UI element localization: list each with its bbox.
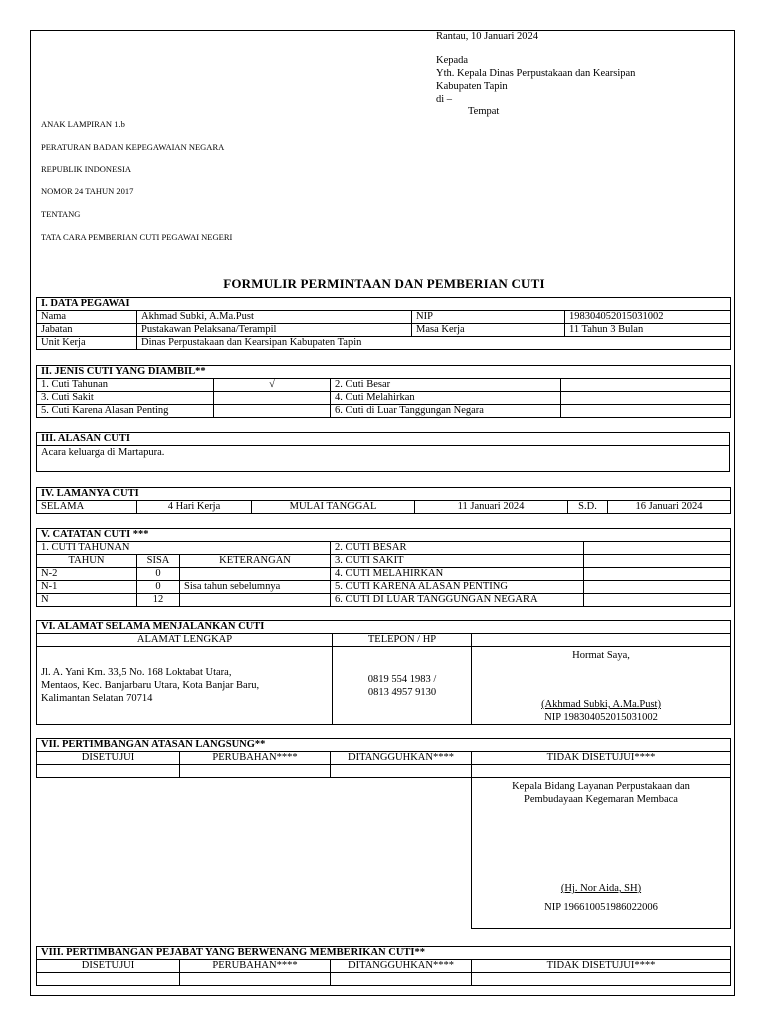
supervisor-signature-cell: [472, 778, 731, 929]
row-keterangan: [180, 568, 331, 581]
blank-cell: [180, 765, 331, 778]
col-keterangan: KETERANGAN: [180, 555, 331, 568]
leave-type-4: 4. Cuti Melahirkan: [331, 392, 561, 405]
note-cuti-tahunan: 1. CUTI TAHUNAN: [37, 542, 331, 555]
section-title: I. DATA PEGAWAI: [37, 298, 731, 311]
note-cuti-luar-tanggungan-value: [584, 594, 731, 607]
address-cell: [37, 647, 333, 725]
supervisor-position-line1: Kepala Bidang Layanan Perpustakaan dan: [512, 781, 690, 792]
row-sisa: 0: [137, 581, 180, 594]
col-tidak-disetujui: TIDAK DISETUJUI****: [472, 752, 731, 765]
value-unit-kerja: Dinas Perpustakaan dan Kearsipan Kabupaten Tapin: [137, 337, 731, 350]
col-ditangguhkan: DITANGGUHKAN****: [331, 960, 472, 973]
note-cuti-besar-value: [584, 542, 731, 555]
section-alasan-cuti: [36, 432, 730, 472]
section-data-pegawai: [36, 297, 731, 350]
section-title: IV. LAMANYA CUTI: [37, 488, 731, 501]
address-line2: Mentaos, Kec. Banjarbaru Utara, Kota Banjar Baru,: [41, 680, 260, 691]
row-tahun: N-1: [37, 581, 137, 594]
col-tahun: TAHUN: [37, 555, 137, 568]
label-jabatan: Jabatan: [37, 324, 137, 337]
note-cuti-besar: 2. CUTI BESAR: [331, 542, 584, 555]
leave-type-2: 2. Cuti Besar: [331, 379, 561, 392]
note-cuti-melahirkan: 4. CUTI MELAHIRKAN: [331, 568, 584, 581]
note-cuti-penting: 5. CUTI KARENA ALASAN PENTING: [331, 581, 584, 594]
col-tidak-disetujui: TIDAK DISETUJUI****: [472, 960, 731, 973]
col-telepon: TELEPON / HP: [333, 634, 472, 647]
phone-cell: [333, 647, 472, 725]
row-sisa: 0: [137, 568, 180, 581]
row-keterangan: [180, 594, 331, 607]
section-title: V. CATATAN CUTI ***: [37, 529, 731, 542]
blank-area: [37, 778, 472, 929]
section-lamanya-cuti: [36, 487, 731, 514]
label-sd: S.D.: [568, 501, 608, 514]
leave-type-3-check: [214, 392, 331, 405]
leave-type-3: 3. Cuti Sakit: [37, 392, 214, 405]
address-line3: Kalimantan Selatan 70714: [41, 693, 153, 704]
note-cuti-sakit-value: [584, 555, 731, 568]
phone-line2: 0813 4957 9130: [367, 686, 437, 698]
regulation-line3: REPUBLIK INDONESIA: [41, 164, 131, 174]
section-title: VII. PERTIMBANGAN ATASAN LANGSUNG**: [37, 739, 731, 752]
leave-type-6-check: [561, 405, 731, 418]
section-pejabat-berwenang: [36, 946, 731, 986]
value-duration: 4 Hari Kerja: [137, 501, 252, 514]
value-masa-kerja: 11 Tahun 3 Bulan: [565, 324, 731, 337]
addressee-kepada: Kepada: [436, 55, 469, 66]
leave-type-4-check: [561, 392, 731, 405]
addressee-di: di –: [436, 94, 453, 105]
section-title: II. JENIS CUTI YANG DIAMBIL**: [37, 366, 731, 379]
addressee-tempat: Tempat: [468, 106, 500, 117]
leave-type-1-check: √: [214, 379, 331, 392]
regulation-line4: NOMOR 24 TAHUN 2017: [41, 186, 134, 196]
col-disetujui: DISETUJUI: [37, 752, 180, 765]
note-cuti-sakit: 3. CUTI SAKIT: [331, 555, 584, 568]
section-jenis-cuti: [36, 365, 731, 418]
col-perubahan: PERUBAHAN****: [180, 752, 331, 765]
form-title: FORMULIR PERMINTAAN DAN PEMBERIAN CUTI: [223, 276, 545, 291]
label-mulai-tanggal: MULAI TANGGAL: [252, 501, 415, 514]
supervisor-position-line2: Pembudayaan Kegemaran Membaca: [524, 794, 678, 805]
leave-type-5: 5. Cuti Karena Alasan Penting: [37, 405, 214, 418]
addressee-line1: Yth. Kepala Dinas Perpustakaan dan Kearsipan: [436, 68, 636, 79]
blank-cell: [37, 973, 180, 986]
value-nip: 198304052015031002: [565, 311, 731, 324]
blank-cell: [331, 973, 472, 986]
section-catatan-cuti: [36, 528, 731, 607]
label-selama: SELAMA: [37, 501, 137, 514]
leave-type-1: 1. Cuti Tahunan: [37, 379, 214, 392]
value-nama: Akhmad Subki, A.Ma.Pust: [137, 311, 412, 324]
blank-cell: [472, 634, 731, 647]
label-unit-kerja: Unit Kerja: [37, 337, 137, 350]
col-alamat-lengkap: ALAMAT LENGKAP: [37, 634, 333, 647]
row-keterangan: Sisa tahun sebelumnya: [180, 581, 331, 594]
label-masa-kerja: Masa Kerja: [412, 324, 565, 337]
addressee-line2: Kabupaten Tapin: [436, 81, 508, 92]
leave-type-5-check: [214, 405, 331, 418]
col-perubahan: PERUBAHAN****: [180, 960, 331, 973]
address-line1: Jl. A. Yani Km. 33,5 No. 168 Loktabat Utara,: [41, 667, 232, 678]
col-sisa: SISA: [137, 555, 180, 568]
value-end-date: 16 Januari 2024: [608, 501, 731, 514]
value-start-date: 11 Januari 2024: [415, 501, 568, 514]
section-title: VIII. PERTIMBANGAN PEJABAT YANG BERWENANG MEMBERIKAN CUTI**: [37, 947, 731, 960]
supervisor-nip: NIP 196610051986022006: [544, 902, 658, 913]
section-atasan-langsung: [36, 738, 731, 929]
hormat-saya: Hormat Saya,: [572, 650, 630, 661]
section-title: III. ALASAN CUTI: [37, 433, 730, 446]
blank-cell: [180, 973, 331, 986]
row-tahun: N: [37, 594, 137, 607]
label-nama: Nama: [37, 311, 137, 324]
blank-cell: [331, 765, 472, 778]
leave-type-6: 6. Cuti di Luar Tanggungan Negara: [331, 405, 561, 418]
leave-type-2-check: [561, 379, 731, 392]
phone-line1: 0819 554 1983 /: [367, 673, 437, 685]
note-cuti-luar-tanggungan: 6. CUTI DI LUAR TANGGUNGAN NEGARA: [331, 594, 584, 607]
regulation-line5: TENTANG: [41, 209, 81, 219]
applicant-name: (Akhmad Subki, A.Ma.Pust): [541, 699, 661, 710]
blank-cell: [472, 765, 731, 778]
section-title: VI. ALAMAT SELAMA MENJALANKAN CUTI: [37, 621, 731, 634]
regulation-line6: TATA CARA PEMBERIAN CUTI PEGAWAI NEGERI: [41, 232, 233, 242]
label-nip: NIP: [412, 311, 565, 324]
place-date: Rantau, 10 Januari 2024: [436, 31, 539, 42]
leave-reason: Acara keluarga di Martapura.: [37, 446, 730, 472]
regulation-line1: ANAK LAMPIRAN 1.b: [41, 119, 125, 129]
col-ditangguhkan: DITANGGUHKAN****: [331, 752, 472, 765]
applicant-signature-cell: [472, 647, 731, 725]
regulation-line2: PERATURAN BADAN KEPEGAWAIAN NEGARA: [41, 142, 225, 152]
blank-cell: [37, 765, 180, 778]
row-sisa: 12: [137, 594, 180, 607]
value-jabatan: Pustakawan Pelaksana/Terampil: [137, 324, 412, 337]
col-disetujui: DISETUJUI: [37, 960, 180, 973]
note-cuti-penting-value: [584, 581, 731, 594]
supervisor-name: (Hj. Nor Aida, SH): [560, 883, 642, 894]
note-cuti-melahirkan-value: [584, 568, 731, 581]
applicant-nip: NIP 198304052015031002: [544, 712, 658, 723]
blank-cell: [472, 973, 731, 986]
section-alamat-cuti: [36, 620, 731, 725]
row-tahun: N-2: [37, 568, 137, 581]
